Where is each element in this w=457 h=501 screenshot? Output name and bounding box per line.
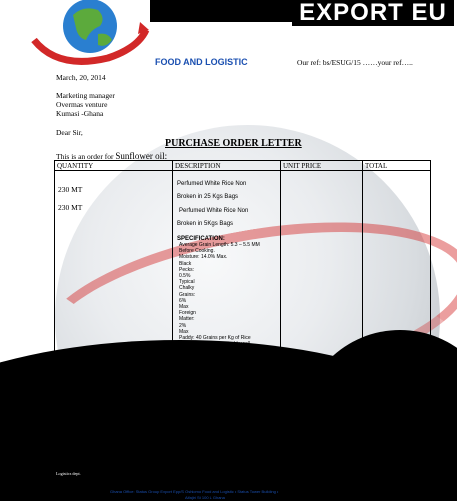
divider-line xyxy=(54,383,430,384)
signer-name: Eric owusu Afriyie xyxy=(56,440,88,445)
spec-line: Typical xyxy=(179,279,195,286)
thanks-line: Thank you for your prompt and expeditious handling of this order xyxy=(56,414,167,419)
col-header-description: DESCRIPTION xyxy=(173,161,281,171)
unit-price-cell xyxy=(281,171,363,380)
payment-terms: Payment terms Letter of credit against shipping documents, shipment to CIF Tema xyxy=(56,394,195,399)
intro-text: This is an order for xyxy=(56,152,116,161)
description-line: Broken in 5Kgs Bags xyxy=(177,221,234,227)
spec-line: Moisture: 14.0% Max. xyxy=(179,254,228,261)
footer-address-2: Alfajiri St 100 L Ghana xyxy=(185,495,225,500)
company-title: FOOD AND LOGISTIC xyxy=(155,57,248,67)
globe-logo-icon xyxy=(28,0,150,70)
spec-line: Milling Degree: Reasonably well xyxy=(179,341,251,348)
description-line: Perfumed White Rice Non xyxy=(177,181,247,187)
recipient-line: Overmas venture xyxy=(56,100,108,109)
spec-line: Foreign xyxy=(179,310,196,317)
signature-line xyxy=(56,437,111,438)
col-header-quantity: QUANTITY xyxy=(55,161,173,171)
quantity-value: 230 MT xyxy=(58,203,83,212)
table-header-row xyxy=(55,161,431,171)
spec-heading: SPECIFICATION: xyxy=(177,236,225,242)
contact-line: Any questions regarding to this letter can be directed to Janice oxon.0271235549 xyxy=(56,400,192,405)
spec-line: Before Cooking. xyxy=(179,248,215,255)
salutation: Dear Sir, xyxy=(56,128,83,137)
spec-line: 2% xyxy=(179,322,187,329)
spec-line: 100% Sortexed. xyxy=(175,353,211,360)
quantity-cell xyxy=(55,171,173,380)
spec-line: Max xyxy=(179,328,189,335)
spec-line: Average Grain Length: 5.3 – 5.5 MM xyxy=(179,242,260,248)
description-line: Broken in 25 Kgs Bags xyxy=(177,194,239,200)
purchase-order-table xyxy=(54,160,431,380)
spec-line: 6% xyxy=(179,297,187,304)
spec-line: 0.5% xyxy=(179,273,191,280)
spec-line: Max xyxy=(179,304,189,311)
spec-line: Matter: xyxy=(179,316,195,323)
brand-banner: EXPORT EU xyxy=(292,0,454,26)
footer-address: Ghana Office: Status Group Export Epp/S Oshiomo Food and Logistic • Status Tower Building • xyxy=(110,489,279,494)
spec-list xyxy=(179,242,280,354)
department: Logistics dept. xyxy=(56,471,81,476)
spec-line: Paddy: 40 Grains per Kg of Rice xyxy=(179,335,251,342)
spec-line: milled, xyxy=(179,347,194,354)
spec-line: Chalky xyxy=(179,285,195,292)
col-header-total: TOTAL xyxy=(363,161,431,171)
table-row xyxy=(55,171,431,380)
spec-line: Pecks: xyxy=(179,266,195,273)
description-cell xyxy=(173,171,281,380)
company-name: Status Group of company xyxy=(56,462,99,467)
quantity-value: 230 MT xyxy=(58,185,83,194)
letter-date: March, 20, 2014 xyxy=(56,73,106,82)
description-line: Perfumed White Rice Non xyxy=(179,208,249,214)
top-black-bar xyxy=(150,0,310,22)
spec-line: Black xyxy=(179,260,192,267)
recipient-line: Kumasi -Ghana xyxy=(56,109,104,118)
col-header-unit-price: UNIT PRICE xyxy=(281,161,363,171)
spec-line: Grains: xyxy=(179,291,196,298)
signer-title: Chief Executive Officer xyxy=(56,451,97,456)
letter-title: PURCHASE ORDER LETTER xyxy=(165,138,302,149)
reference-line: Our ref: bs/ESUG/15 ……your ref….. xyxy=(297,58,413,67)
recipient-line: Marketing manager xyxy=(56,91,115,100)
total-cell xyxy=(363,171,431,380)
sincerely: Sincerely, xyxy=(56,426,73,431)
intro-product: Sunflower oil: xyxy=(115,151,168,161)
